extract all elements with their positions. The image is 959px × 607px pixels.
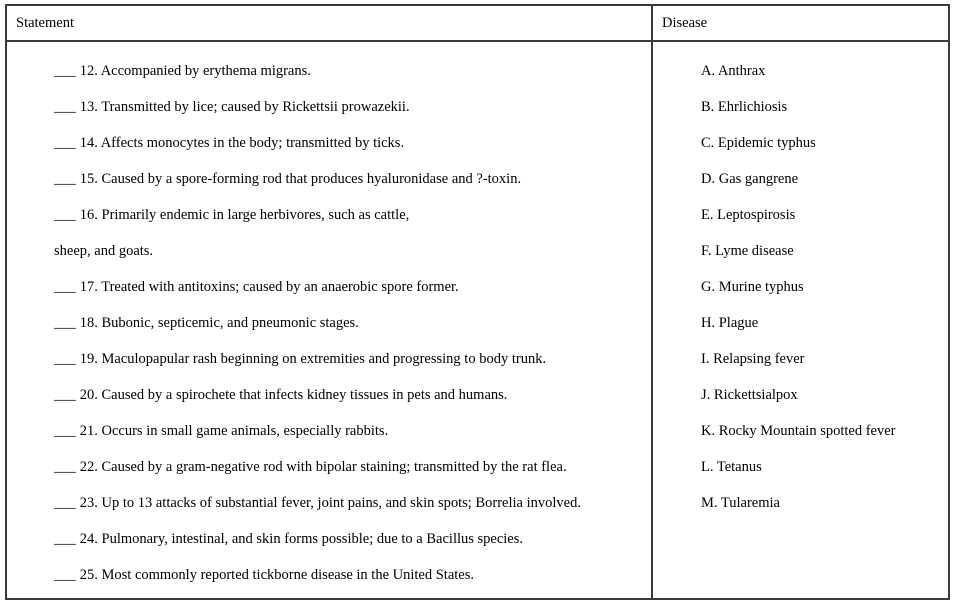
- statement-text: 14. Affects monocytes in the body; transmitted by ticks.: [79, 135, 405, 151]
- statement-row: [7, 305, 651, 341]
- answer-blank[interactable]: ___: [54, 171, 76, 187]
- statement-row: [7, 557, 651, 593]
- statement-text: 20. Caused by a spirochete that infects kidney tissues in pets and humans.: [79, 387, 508, 403]
- statement-row: [7, 377, 651, 413]
- answer-blank[interactable]: ___: [54, 135, 76, 151]
- statement-text: 24. Pulmonary, intestinal, and skin forms possible; due to a Bacillus species.: [79, 531, 524, 547]
- statement-text: 18. Bubonic, septicemic, and pneumonic stages.: [79, 315, 359, 331]
- disease-option: D. Gas gangrene: [701, 171, 799, 187]
- disease-option: I. Relapsing fever: [701, 351, 805, 367]
- answer-blank[interactable]: ___: [54, 459, 76, 475]
- disease-option: A. Anthrax: [701, 63, 766, 79]
- statement-row: [7, 125, 651, 161]
- statement-row: [7, 53, 651, 89]
- statement-text: 23. Up to 13 attacks of substantial fever, joint pains, and skin spots; Borrelia involved.: [79, 495, 581, 511]
- statement-row: [7, 161, 651, 197]
- answer-blank[interactable]: ___: [54, 279, 76, 295]
- answer-blank[interactable]: ___: [54, 567, 76, 583]
- statement-row: [7, 269, 651, 305]
- matching-table: [5, 4, 950, 600]
- statement-row: [7, 89, 651, 125]
- statement-row: [7, 233, 651, 269]
- statement-row: [7, 197, 651, 233]
- disease-option: C. Epidemic typhus: [701, 135, 816, 151]
- disease-option: H. Plague: [701, 315, 759, 331]
- table-header-row: [7, 6, 948, 42]
- disease-column: [653, 42, 950, 598]
- answer-blank[interactable]: ___: [54, 63, 76, 79]
- answer-blank[interactable]: ___: [54, 423, 76, 439]
- statement-text: 17. Treated with antitoxins; caused by an anaerobic spore former.: [79, 279, 459, 295]
- statement-row: [7, 413, 651, 449]
- disease-option: E. Leptospirosis: [701, 207, 796, 223]
- answer-blank[interactable]: ___: [54, 99, 76, 115]
- statement-text: 16. Primarily endemic in large herbivores, such as cattle,: [79, 207, 410, 223]
- answer-blank[interactable]: ___: [54, 207, 76, 223]
- disease-option: K. Rocky Mountain spotted fever: [701, 423, 896, 439]
- answer-blank[interactable]: ___: [54, 315, 76, 331]
- answer-blank[interactable]: ___: [54, 351, 76, 367]
- answer-blank[interactable]: ___: [54, 387, 76, 403]
- statement-text: 25. Most commonly reported tickborne disease in the United States.: [79, 567, 474, 583]
- statement-row: [7, 521, 651, 557]
- disease-option: M. Tularemia: [701, 495, 780, 511]
- statement-text: 15. Caused by a spore-forming rod that produces hyaluronidase and ?-toxin.: [79, 171, 522, 187]
- disease-option: J. Rickettsialpox: [701, 387, 798, 403]
- disease-option: B. Ehrlichiosis: [701, 99, 788, 115]
- column-header-disease: Disease: [662, 15, 708, 31]
- statement-row: [7, 341, 651, 377]
- statement-text: sheep, and goats.: [54, 243, 154, 259]
- answer-blank[interactable]: ___: [54, 495, 76, 511]
- statement-column: [7, 42, 651, 598]
- answer-blank[interactable]: ___: [54, 531, 76, 547]
- statement-text: 13. Transmitted by lice; caused by Rickettsii prowazekii.: [79, 99, 410, 115]
- column-header-statement: Statement: [16, 15, 74, 31]
- statement-text: 12. Accompanied by erythema migrans.: [79, 63, 311, 79]
- table-body: [7, 42, 948, 598]
- disease-option: G. Murine typhus: [701, 279, 804, 295]
- statement-row: [7, 449, 651, 485]
- statement-text: 22. Caused by a gram-negative rod with bipolar staining; transmitted by the rat flea.: [79, 459, 567, 475]
- disease-option: L. Tetanus: [701, 459, 762, 475]
- disease-option: F. Lyme disease: [701, 243, 794, 259]
- statement-row: [7, 485, 651, 521]
- statement-text: 21. Occurs in small game animals, especially rabbits.: [79, 423, 389, 439]
- statement-text: 19. Maculopapular rash beginning on extremities and progressing to body trunk.: [79, 351, 547, 367]
